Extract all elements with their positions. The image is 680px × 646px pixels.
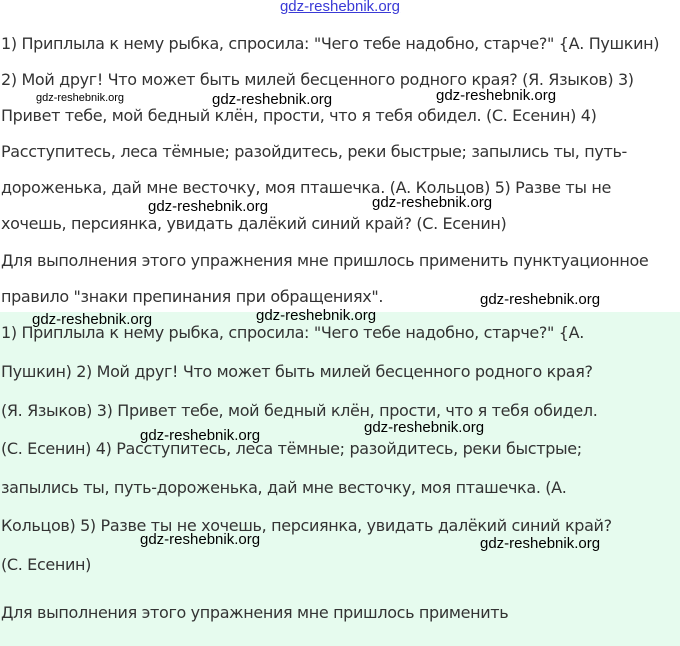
text-line: (С. Есенин) 4) Расступитесь, леса тёмные; разойдитесь, реки быстрые; [1,439,582,458]
text-line: 2) Мой друг! Что может быть милей бесценного родного края? (Я. Языков) 3) [1,70,634,89]
text-line: 1) Приплыла к нему рыбка, спросила: "Чего тебе надобно, старче?" {А. [1,323,584,342]
watermark: gdz-reshebnik.org [148,198,269,215]
text-line: Кольцов) 5) Разве ты не хочешь, персиянка, увидать далёкий синий край? [1,516,612,535]
text-line: Для выполнения этого упражнения мне пришлось применить [1,603,509,622]
text-line: правило "знаки препинания при обращениях". [1,287,384,306]
watermark: gdz-reshebnik.org [436,87,557,104]
watermark: gdz-reshebnik.org [480,535,601,552]
text-line: 1) Приплыла к нему рыбка, спросила: "Чего тебе надобно, старче?" {А. Пушкин) [1,34,660,53]
text-line: Пушкин) 2) Мой друг! Что может быть милей бесценного родного края? [1,362,593,381]
text-line: (С. Есенин) [1,555,92,574]
watermark: gdz-reshebnik.org [212,91,333,108]
text-line: запылись ты, путь-дороженька, дай мне весточку, моя пташечка. (А. [1,478,567,497]
text-line: хочешь, персиянка, увидать далёкий синий край? (С. Есенин) [1,214,507,233]
text-line: дороженька, дай мне весточку, моя пташечка. (А. Кольцов) 5) Разве ты не [1,178,611,197]
watermark: gdz-reshebnik.org [140,427,261,444]
watermark: gdz-reshebnik.org [480,291,601,308]
watermark: gdz-reshebnik.org [372,194,493,211]
text-line: Расступитесь, леса тёмные; разойдитесь, реки быстрые; запылись ты, путь- [1,142,627,161]
watermark: gdz-reshebnik.org [140,531,261,548]
watermark: gdz-reshebnik.org [36,92,125,104]
text-line: (Я. Языков) 3) Привет тебе, мой бедный клён, прости, что я тебя обидел. [1,401,598,420]
watermark: gdz-reshebnik.org [32,311,153,328]
watermark: gdz-reshebnik.org [256,307,377,324]
text-line: Привет тебе, мой бедный клён, прости, что я тебя обидел. (С. Есенин) 4) [1,106,597,125]
watermark: gdz-reshebnik.org [364,419,485,436]
text-line: Для выполнения этого упражнения мне пришлось применить пунктуационное [1,251,649,270]
site-header-link[interactable]: gdz-reshebnik.org [279,0,401,15]
